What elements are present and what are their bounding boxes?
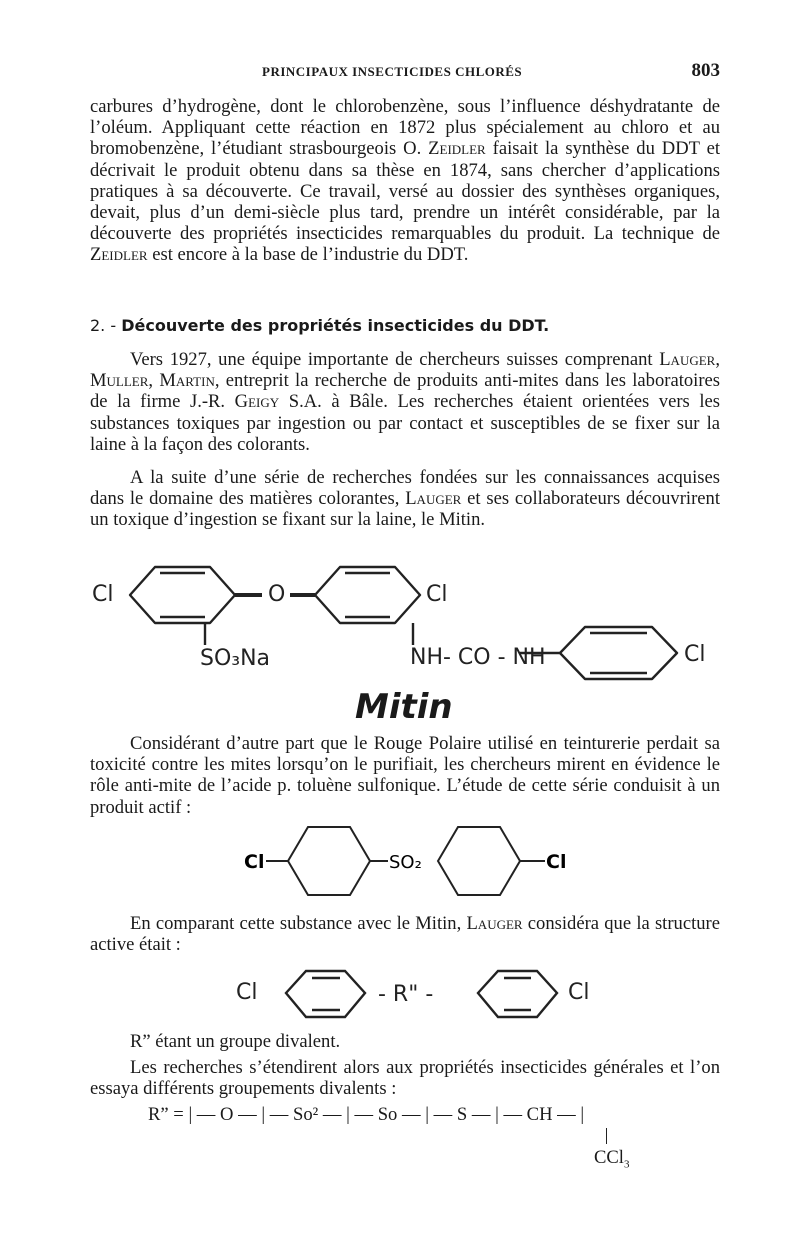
cyclohexane-ring-right	[438, 827, 520, 895]
chlorine-label: Cl	[244, 851, 265, 873]
chlorine-label: Cl	[684, 642, 706, 667]
section-number: 2. -	[90, 316, 122, 335]
text-run: ,	[148, 370, 160, 392]
paragraph-mitin-discovery	[90, 467, 720, 531]
sulfonate-label: SO₃Na	[200, 646, 271, 671]
cyclohexane-ring-left	[288, 827, 370, 895]
divalent-group-label: - R" -	[378, 982, 434, 1007]
subscript: 3	[623, 1158, 630, 1171]
urea-bridge-label: NH- CO - NH	[410, 645, 546, 670]
text-run: En comparant cette substance avec le Mitin,	[130, 913, 467, 934]
author-name: Muller	[90, 370, 149, 392]
benzene-ring-left	[130, 567, 235, 623]
author-name: Zeidler	[90, 244, 148, 266]
bond-line	[606, 1128, 607, 1144]
author-name: Lauger	[466, 913, 523, 934]
text-run: carbures d’hydrogène, dont le chlorobenzène, sous l’influence déshydratante de l’oléum. Appliquant cette réaction en 1872 plus spécialement au chloro et au bromobenzène, l’étudiant strasbourgeois O.	[90, 96, 720, 160]
author-name: Martin	[159, 370, 215, 392]
running-title: PRINCIPAUX INSECTICIDES CHLORÉS	[262, 64, 523, 79]
author-name: Zeidler	[428, 138, 486, 160]
trichloromethyl-label	[594, 1147, 629, 1171]
chlorine-label: Cl	[546, 851, 567, 873]
paragraph-rouge-polaire: Considérant d’autre part que le Rouge Polaire utilisé en teinturerie perdait sa toxicité contre les mites lorsqu’on le purifiait, les chercheurs mirent en évidence le rôle anti-mite de l’acide p. toluène sulfonique. L’étude de cette série conduisit à un produit actif :	[90, 733, 720, 818]
chlorine-label: Cl	[92, 582, 114, 607]
section-title: Découverte des propriétés insecticides du DDT.	[121, 316, 550, 335]
text-run: considéra que la structure active était :	[90, 913, 721, 956]
paragraph-discovery	[90, 349, 720, 455]
benzene-ring-middle	[315, 567, 420, 623]
sulfone-structure	[0, 823, 800, 903]
text-run: Vers 1927, une équipe importante de chercheurs suisses comprenant	[130, 349, 660, 370]
paragraph-r-definition: R” étant un groupe divalent.	[130, 1031, 341, 1052]
figure-caption: Mitin	[355, 687, 453, 727]
text-run: est encore à la base de l’industrie du DDT.	[147, 244, 469, 266]
page-header	[90, 60, 720, 84]
chlorine-label: Cl	[236, 980, 258, 1005]
chlorine-label: Cl	[568, 980, 590, 1005]
mitin-structure	[0, 565, 800, 685]
text-run: , entreprit la recherche de produits anti-mites dans les laboratoires de la firme J.-R.	[90, 370, 721, 413]
text-run: et ses collaborateurs découvrirent un toxique d’ingestion se fixant sur la laine, le Mitin.	[90, 488, 720, 531]
text-run: A la suite d’une série de recherches fondées sur les connaissances acquises dans le domaine des matières colorantes,	[90, 467, 720, 510]
company-name: Geigy	[234, 391, 280, 413]
general-structure	[0, 965, 800, 1025]
sulfonyl-label: SO₂	[389, 852, 422, 873]
paragraph-general-research: Les recherches s’étendirent alors aux propriétés insecticides générales et l’on essaya différents groupements divalents :	[90, 1057, 720, 1100]
paragraph-ddt-history	[90, 96, 720, 266]
ccl-text: CCl	[594, 1147, 624, 1168]
section-heading	[90, 316, 549, 335]
text-run: faisait la synthèse du DDT et décrivait le produit obtenu dans sa thèse en 1874, sans chercher d’applications pratiques à sa découverte. Ce travail, versé au dossier des synthèses organiques, devait, plus d’un demi-siècle plus tard, prendre un intérêt considérable, par la découverte des propriétés insecticides remarquables du produit. La technique de	[90, 138, 720, 245]
chlorine-label: Cl	[426, 582, 448, 607]
paragraph-comparison	[90, 913, 720, 955]
divalent-groups-formula: R” = | — O — | — So² — | — So — | — S — | — CH — |	[148, 1104, 585, 1125]
text-run: ,	[715, 349, 720, 370]
oxygen-label: O	[268, 582, 286, 607]
author-name: Lauger	[659, 349, 716, 370]
page-number: 803	[691, 60, 720, 81]
benzene-ring-right	[560, 627, 677, 679]
text-run: S.A. à Bâle. Les recherches étaient orientées vers les substances toxiques par ingestion ou par contact et susceptibles de se fixer sur la laine à la façon des colorants.	[90, 391, 720, 455]
author-name: Lauger	[405, 488, 462, 510]
